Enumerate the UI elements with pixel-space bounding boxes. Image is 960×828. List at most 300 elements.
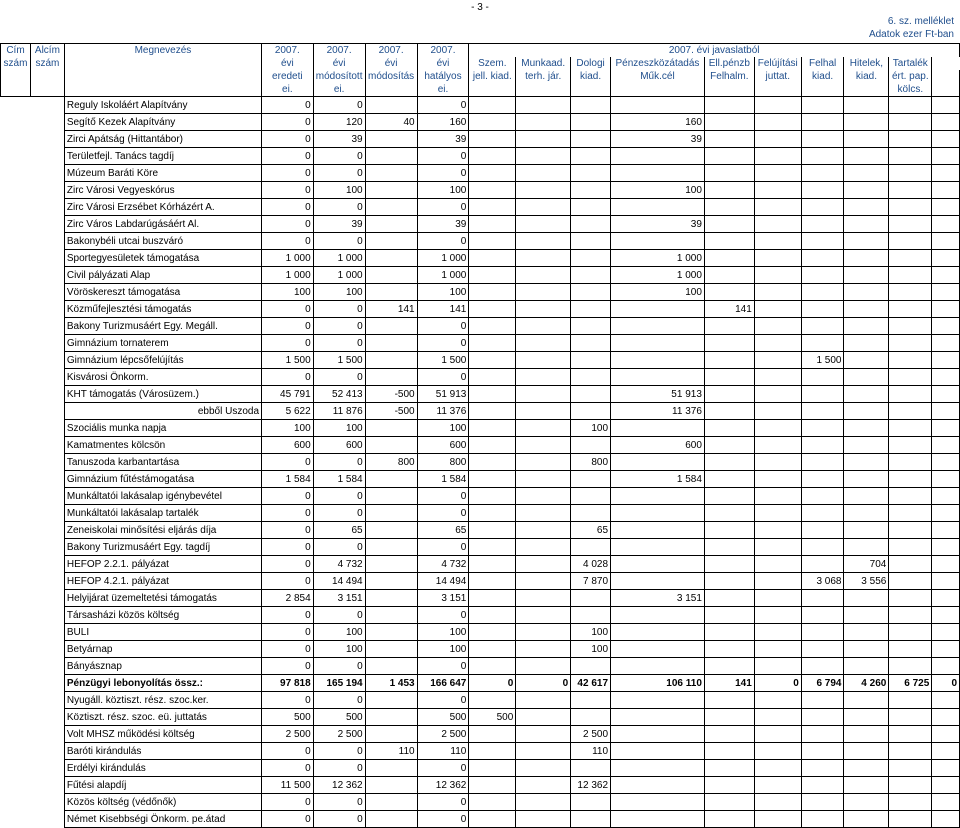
value-cell xyxy=(704,284,754,301)
value-cell xyxy=(889,794,932,811)
value-cell: 0 xyxy=(262,182,314,199)
value-cell xyxy=(469,760,516,777)
column-header xyxy=(801,83,844,97)
value-cell: 11 876 xyxy=(313,403,365,420)
value-cell xyxy=(889,692,932,709)
value-cell xyxy=(611,760,705,777)
value-cell xyxy=(801,114,844,131)
row-label: KHT támogatás (Városüzem.) xyxy=(64,386,261,403)
group-header: 2007. évi javaslatból xyxy=(469,44,960,58)
value-cell xyxy=(801,233,844,250)
value-cell xyxy=(704,131,754,148)
value-cell: 0 xyxy=(417,692,469,709)
value-cell xyxy=(754,709,801,726)
value-cell xyxy=(754,437,801,454)
value-cell: 100 xyxy=(611,182,705,199)
value-cell xyxy=(704,233,754,250)
value-cell xyxy=(704,318,754,335)
value-cell xyxy=(516,607,571,624)
value-cell xyxy=(469,318,516,335)
value-cell xyxy=(469,148,516,165)
column-header: Műk.cél xyxy=(611,70,705,83)
column-header: Szem. xyxy=(469,57,516,70)
empty-cell xyxy=(30,386,64,403)
value-cell xyxy=(754,284,801,301)
value-cell xyxy=(889,182,932,199)
empty-cell xyxy=(1,454,31,471)
value-cell: 0 xyxy=(262,97,314,114)
empty-cell xyxy=(1,743,31,760)
value-cell xyxy=(571,760,611,777)
value-cell xyxy=(704,505,754,522)
value-cell xyxy=(469,454,516,471)
value-cell xyxy=(611,454,705,471)
value-cell: 40 xyxy=(365,114,417,131)
value-cell: 100 xyxy=(313,641,365,658)
value-cell xyxy=(801,794,844,811)
value-cell: 110 xyxy=(365,743,417,760)
value-cell xyxy=(932,420,960,437)
value-cell: 100 xyxy=(313,420,365,437)
value-cell: 500 xyxy=(417,709,469,726)
value-cell: 800 xyxy=(417,454,469,471)
table-row xyxy=(1,165,960,182)
value-cell xyxy=(801,250,844,267)
page-header xyxy=(0,0,960,44)
row-label: ebből Uszoda xyxy=(64,403,261,420)
value-cell xyxy=(571,590,611,607)
value-cell xyxy=(704,777,754,794)
value-cell xyxy=(844,624,889,641)
value-cell: 600 xyxy=(611,437,705,454)
value-cell xyxy=(516,777,571,794)
value-cell xyxy=(932,590,960,607)
column-header: Felhalm. xyxy=(704,70,754,83)
value-cell: 1 500 xyxy=(313,352,365,369)
value-cell: 106 110 xyxy=(611,675,705,692)
value-cell: 65 xyxy=(417,522,469,539)
value-cell: 100 xyxy=(571,420,611,437)
value-cell: 1 584 xyxy=(611,471,705,488)
row-label: Múzeum Baráti Köre xyxy=(64,165,261,182)
column-header: terh. jár. xyxy=(516,70,571,83)
value-cell xyxy=(801,539,844,556)
value-cell xyxy=(704,709,754,726)
table-row xyxy=(1,726,960,743)
value-cell xyxy=(844,692,889,709)
value-cell xyxy=(801,522,844,539)
value-cell: 4 732 xyxy=(313,556,365,573)
value-cell xyxy=(844,165,889,182)
empty-cell xyxy=(30,777,64,794)
value-cell xyxy=(889,624,932,641)
column-header xyxy=(64,83,261,97)
value-cell xyxy=(469,335,516,352)
row-label: BULI xyxy=(64,624,261,641)
column-header: Felhal xyxy=(801,57,844,70)
column-header: eredeti xyxy=(262,70,314,83)
value-cell xyxy=(571,352,611,369)
value-cell xyxy=(932,624,960,641)
value-cell xyxy=(365,658,417,675)
value-cell: 0 xyxy=(262,522,314,539)
value-cell: 1 584 xyxy=(313,471,365,488)
value-cell xyxy=(801,148,844,165)
value-cell xyxy=(889,505,932,522)
value-cell xyxy=(754,233,801,250)
empty-cell xyxy=(1,573,31,590)
value-cell xyxy=(365,760,417,777)
value-cell xyxy=(844,777,889,794)
value-cell xyxy=(889,709,932,726)
value-cell: 1 000 xyxy=(611,267,705,284)
value-cell: 0 xyxy=(313,607,365,624)
value-cell xyxy=(801,284,844,301)
value-cell: 120 xyxy=(313,114,365,131)
value-cell xyxy=(932,692,960,709)
value-cell: 0 xyxy=(262,811,314,828)
value-cell xyxy=(469,522,516,539)
value-cell xyxy=(844,522,889,539)
empty-cell xyxy=(30,233,64,250)
row-label: HEFOP 2.2.1. pályázat xyxy=(64,556,261,573)
value-cell: 1 000 xyxy=(262,250,314,267)
value-cell xyxy=(611,199,705,216)
value-cell xyxy=(889,522,932,539)
value-cell xyxy=(754,607,801,624)
value-cell xyxy=(844,539,889,556)
value-cell xyxy=(611,658,705,675)
value-cell xyxy=(571,97,611,114)
value-cell: 12 362 xyxy=(417,777,469,794)
value-cell xyxy=(469,726,516,743)
empty-cell xyxy=(30,488,64,505)
value-cell xyxy=(754,403,801,420)
value-cell: 0 xyxy=(417,539,469,556)
value-cell xyxy=(932,318,960,335)
value-cell xyxy=(889,760,932,777)
value-cell xyxy=(611,352,705,369)
value-cell xyxy=(754,760,801,777)
value-cell: 51 913 xyxy=(417,386,469,403)
value-cell xyxy=(932,233,960,250)
empty-cell xyxy=(1,114,31,131)
value-cell: 0 xyxy=(262,318,314,335)
value-cell: 800 xyxy=(365,454,417,471)
value-cell xyxy=(889,318,932,335)
column-header: szám xyxy=(30,57,64,70)
value-cell xyxy=(516,658,571,675)
value-cell: 600 xyxy=(417,437,469,454)
value-cell xyxy=(571,488,611,505)
value-cell xyxy=(704,624,754,641)
empty-cell xyxy=(30,165,64,182)
row-label: Köztiszt. rész. szoc. eü. juttatás xyxy=(64,709,261,726)
column-header: Hitelek, xyxy=(844,57,889,70)
value-cell xyxy=(932,114,960,131)
column-header xyxy=(1,83,31,97)
column-header: évi xyxy=(262,57,314,70)
value-cell: 0 xyxy=(313,488,365,505)
value-cell: 0 xyxy=(417,811,469,828)
value-cell xyxy=(704,573,754,590)
value-cell: 0 xyxy=(262,607,314,624)
value-cell: 1 584 xyxy=(417,471,469,488)
value-cell xyxy=(844,437,889,454)
value-cell xyxy=(754,488,801,505)
empty-cell xyxy=(30,539,64,556)
table-row xyxy=(1,811,960,828)
row-label: Közös költség (védőnők) xyxy=(64,794,261,811)
value-cell: 500 xyxy=(313,709,365,726)
value-cell xyxy=(571,658,611,675)
empty-cell xyxy=(30,811,64,828)
value-cell xyxy=(571,165,611,182)
value-cell xyxy=(801,182,844,199)
empty-cell xyxy=(1,471,31,488)
row-label: Fűtési alapdíj xyxy=(64,777,261,794)
row-label: Munkáltatói lakásalap igénybevétel xyxy=(64,488,261,505)
column-header: módosított xyxy=(313,70,365,83)
value-cell xyxy=(704,794,754,811)
value-cell: 0 xyxy=(313,335,365,352)
column-header xyxy=(754,83,801,97)
value-cell xyxy=(889,165,932,182)
value-cell: 0 xyxy=(262,760,314,777)
value-cell xyxy=(365,505,417,522)
value-cell xyxy=(844,250,889,267)
value-cell: 0 xyxy=(417,97,469,114)
value-cell: 166 647 xyxy=(417,675,469,692)
value-cell xyxy=(801,165,844,182)
column-header xyxy=(844,83,889,97)
value-cell xyxy=(704,420,754,437)
value-cell xyxy=(889,454,932,471)
row-label: Társasházi közös költség xyxy=(64,607,261,624)
value-cell xyxy=(516,165,571,182)
value-cell xyxy=(932,607,960,624)
value-cell xyxy=(516,131,571,148)
empty-cell xyxy=(1,301,31,318)
value-cell: 3 068 xyxy=(801,573,844,590)
value-cell xyxy=(889,743,932,760)
column-header: kiad. xyxy=(801,70,844,83)
value-cell: 45 791 xyxy=(262,386,314,403)
value-cell xyxy=(516,641,571,658)
column-header: ei. xyxy=(313,83,365,97)
row-label: Pénzügyi lebonyolítás össz.: xyxy=(64,675,261,692)
value-cell xyxy=(704,369,754,386)
value-cell: 0 xyxy=(313,369,365,386)
empty-cell xyxy=(1,726,31,743)
value-cell xyxy=(889,777,932,794)
value-cell: 0 xyxy=(262,573,314,590)
column-header: jell. kiad. xyxy=(469,70,516,83)
row-label: Gimnázium tornaterem xyxy=(64,335,261,352)
value-cell xyxy=(469,811,516,828)
table-row xyxy=(1,233,960,250)
value-cell: 42 617 xyxy=(571,675,611,692)
value-cell xyxy=(754,148,801,165)
value-cell: 0 xyxy=(417,369,469,386)
value-cell xyxy=(932,199,960,216)
value-cell: 100 xyxy=(262,284,314,301)
empty-cell xyxy=(1,658,31,675)
value-cell xyxy=(469,284,516,301)
value-cell: 600 xyxy=(262,437,314,454)
value-cell: 0 xyxy=(262,114,314,131)
value-cell: 3 151 xyxy=(417,590,469,607)
value-cell xyxy=(365,216,417,233)
value-cell xyxy=(801,488,844,505)
value-cell: 0 xyxy=(417,658,469,675)
value-cell xyxy=(516,403,571,420)
value-cell xyxy=(844,182,889,199)
value-cell xyxy=(516,488,571,505)
value-cell: 160 xyxy=(417,114,469,131)
row-label: Baróti kirándulás xyxy=(64,743,261,760)
value-cell: 0 xyxy=(262,743,314,760)
value-cell xyxy=(365,777,417,794)
empty-cell xyxy=(30,403,64,420)
value-cell: 0 xyxy=(516,675,571,692)
value-cell xyxy=(844,607,889,624)
column-header: kiad. xyxy=(571,70,611,83)
column-header: juttat. xyxy=(754,70,801,83)
value-cell xyxy=(889,488,932,505)
value-cell: 51 913 xyxy=(611,386,705,403)
table-row xyxy=(1,182,960,199)
value-cell xyxy=(469,301,516,318)
empty-cell xyxy=(1,199,31,216)
empty-cell xyxy=(30,318,64,335)
value-cell xyxy=(801,760,844,777)
value-cell xyxy=(516,216,571,233)
value-cell xyxy=(469,233,516,250)
value-cell: 0 xyxy=(262,658,314,675)
value-cell xyxy=(611,641,705,658)
empty-cell xyxy=(30,369,64,386)
value-cell: 52 413 xyxy=(313,386,365,403)
value-cell xyxy=(801,267,844,284)
empty-cell xyxy=(1,811,31,828)
value-cell xyxy=(571,692,611,709)
empty-cell xyxy=(1,131,31,148)
value-cell xyxy=(932,301,960,318)
value-cell xyxy=(469,369,516,386)
value-cell: 141 xyxy=(704,301,754,318)
value-cell xyxy=(571,403,611,420)
value-cell xyxy=(932,573,960,590)
value-cell xyxy=(469,165,516,182)
value-cell: 0 xyxy=(262,369,314,386)
value-cell xyxy=(571,216,611,233)
value-cell xyxy=(516,794,571,811)
value-cell xyxy=(932,335,960,352)
value-cell: 100 xyxy=(417,182,469,199)
column-header xyxy=(571,83,611,97)
value-cell xyxy=(754,97,801,114)
value-cell xyxy=(516,199,571,216)
column-header xyxy=(64,70,261,83)
value-cell xyxy=(801,403,844,420)
value-cell: 2 854 xyxy=(262,590,314,607)
value-cell: 2 500 xyxy=(571,726,611,743)
value-cell xyxy=(801,811,844,828)
empty-cell xyxy=(30,352,64,369)
value-cell xyxy=(801,607,844,624)
empty-cell xyxy=(1,794,31,811)
empty-cell xyxy=(30,675,64,692)
value-cell xyxy=(516,539,571,556)
value-cell xyxy=(365,420,417,437)
row-label: Erdélyi kirándulás xyxy=(64,760,261,777)
table-row xyxy=(1,794,960,811)
column-header: évi xyxy=(313,57,365,70)
value-cell xyxy=(801,624,844,641)
value-cell xyxy=(889,216,932,233)
value-cell xyxy=(844,199,889,216)
value-cell xyxy=(516,301,571,318)
value-cell xyxy=(469,692,516,709)
table-row xyxy=(1,250,960,267)
value-cell xyxy=(611,97,705,114)
value-cell xyxy=(801,369,844,386)
value-cell xyxy=(801,454,844,471)
value-cell xyxy=(365,250,417,267)
empty-cell xyxy=(1,505,31,522)
value-cell xyxy=(611,301,705,318)
value-cell: 0 xyxy=(417,165,469,182)
value-cell xyxy=(611,794,705,811)
row-label: Gimnázium lépcsőfelújítás xyxy=(64,352,261,369)
value-cell xyxy=(611,726,705,743)
value-cell xyxy=(754,522,801,539)
value-cell xyxy=(932,658,960,675)
value-cell xyxy=(754,777,801,794)
empty-cell xyxy=(30,658,64,675)
column-header xyxy=(365,83,417,97)
table-row xyxy=(1,471,960,488)
value-cell xyxy=(516,573,571,590)
value-cell: 141 xyxy=(417,301,469,318)
column-header: 2007. xyxy=(313,44,365,58)
value-cell xyxy=(889,420,932,437)
header-row xyxy=(1,44,960,58)
value-cell xyxy=(932,488,960,505)
value-cell xyxy=(365,165,417,182)
empty-cell xyxy=(30,743,64,760)
empty-cell xyxy=(1,522,31,539)
value-cell xyxy=(932,777,960,794)
empty-cell xyxy=(1,539,31,556)
value-cell xyxy=(469,437,516,454)
empty-cell xyxy=(1,369,31,386)
value-cell xyxy=(932,539,960,556)
value-cell xyxy=(704,165,754,182)
value-cell xyxy=(754,131,801,148)
value-cell xyxy=(469,641,516,658)
value-cell xyxy=(932,182,960,199)
value-cell xyxy=(844,386,889,403)
column-header: Felújítási xyxy=(754,57,801,70)
value-cell xyxy=(754,624,801,641)
value-cell: 0 xyxy=(262,794,314,811)
column-header: ért. pap. xyxy=(889,70,932,83)
value-cell xyxy=(469,539,516,556)
value-cell: 0 xyxy=(262,692,314,709)
value-cell xyxy=(571,607,611,624)
